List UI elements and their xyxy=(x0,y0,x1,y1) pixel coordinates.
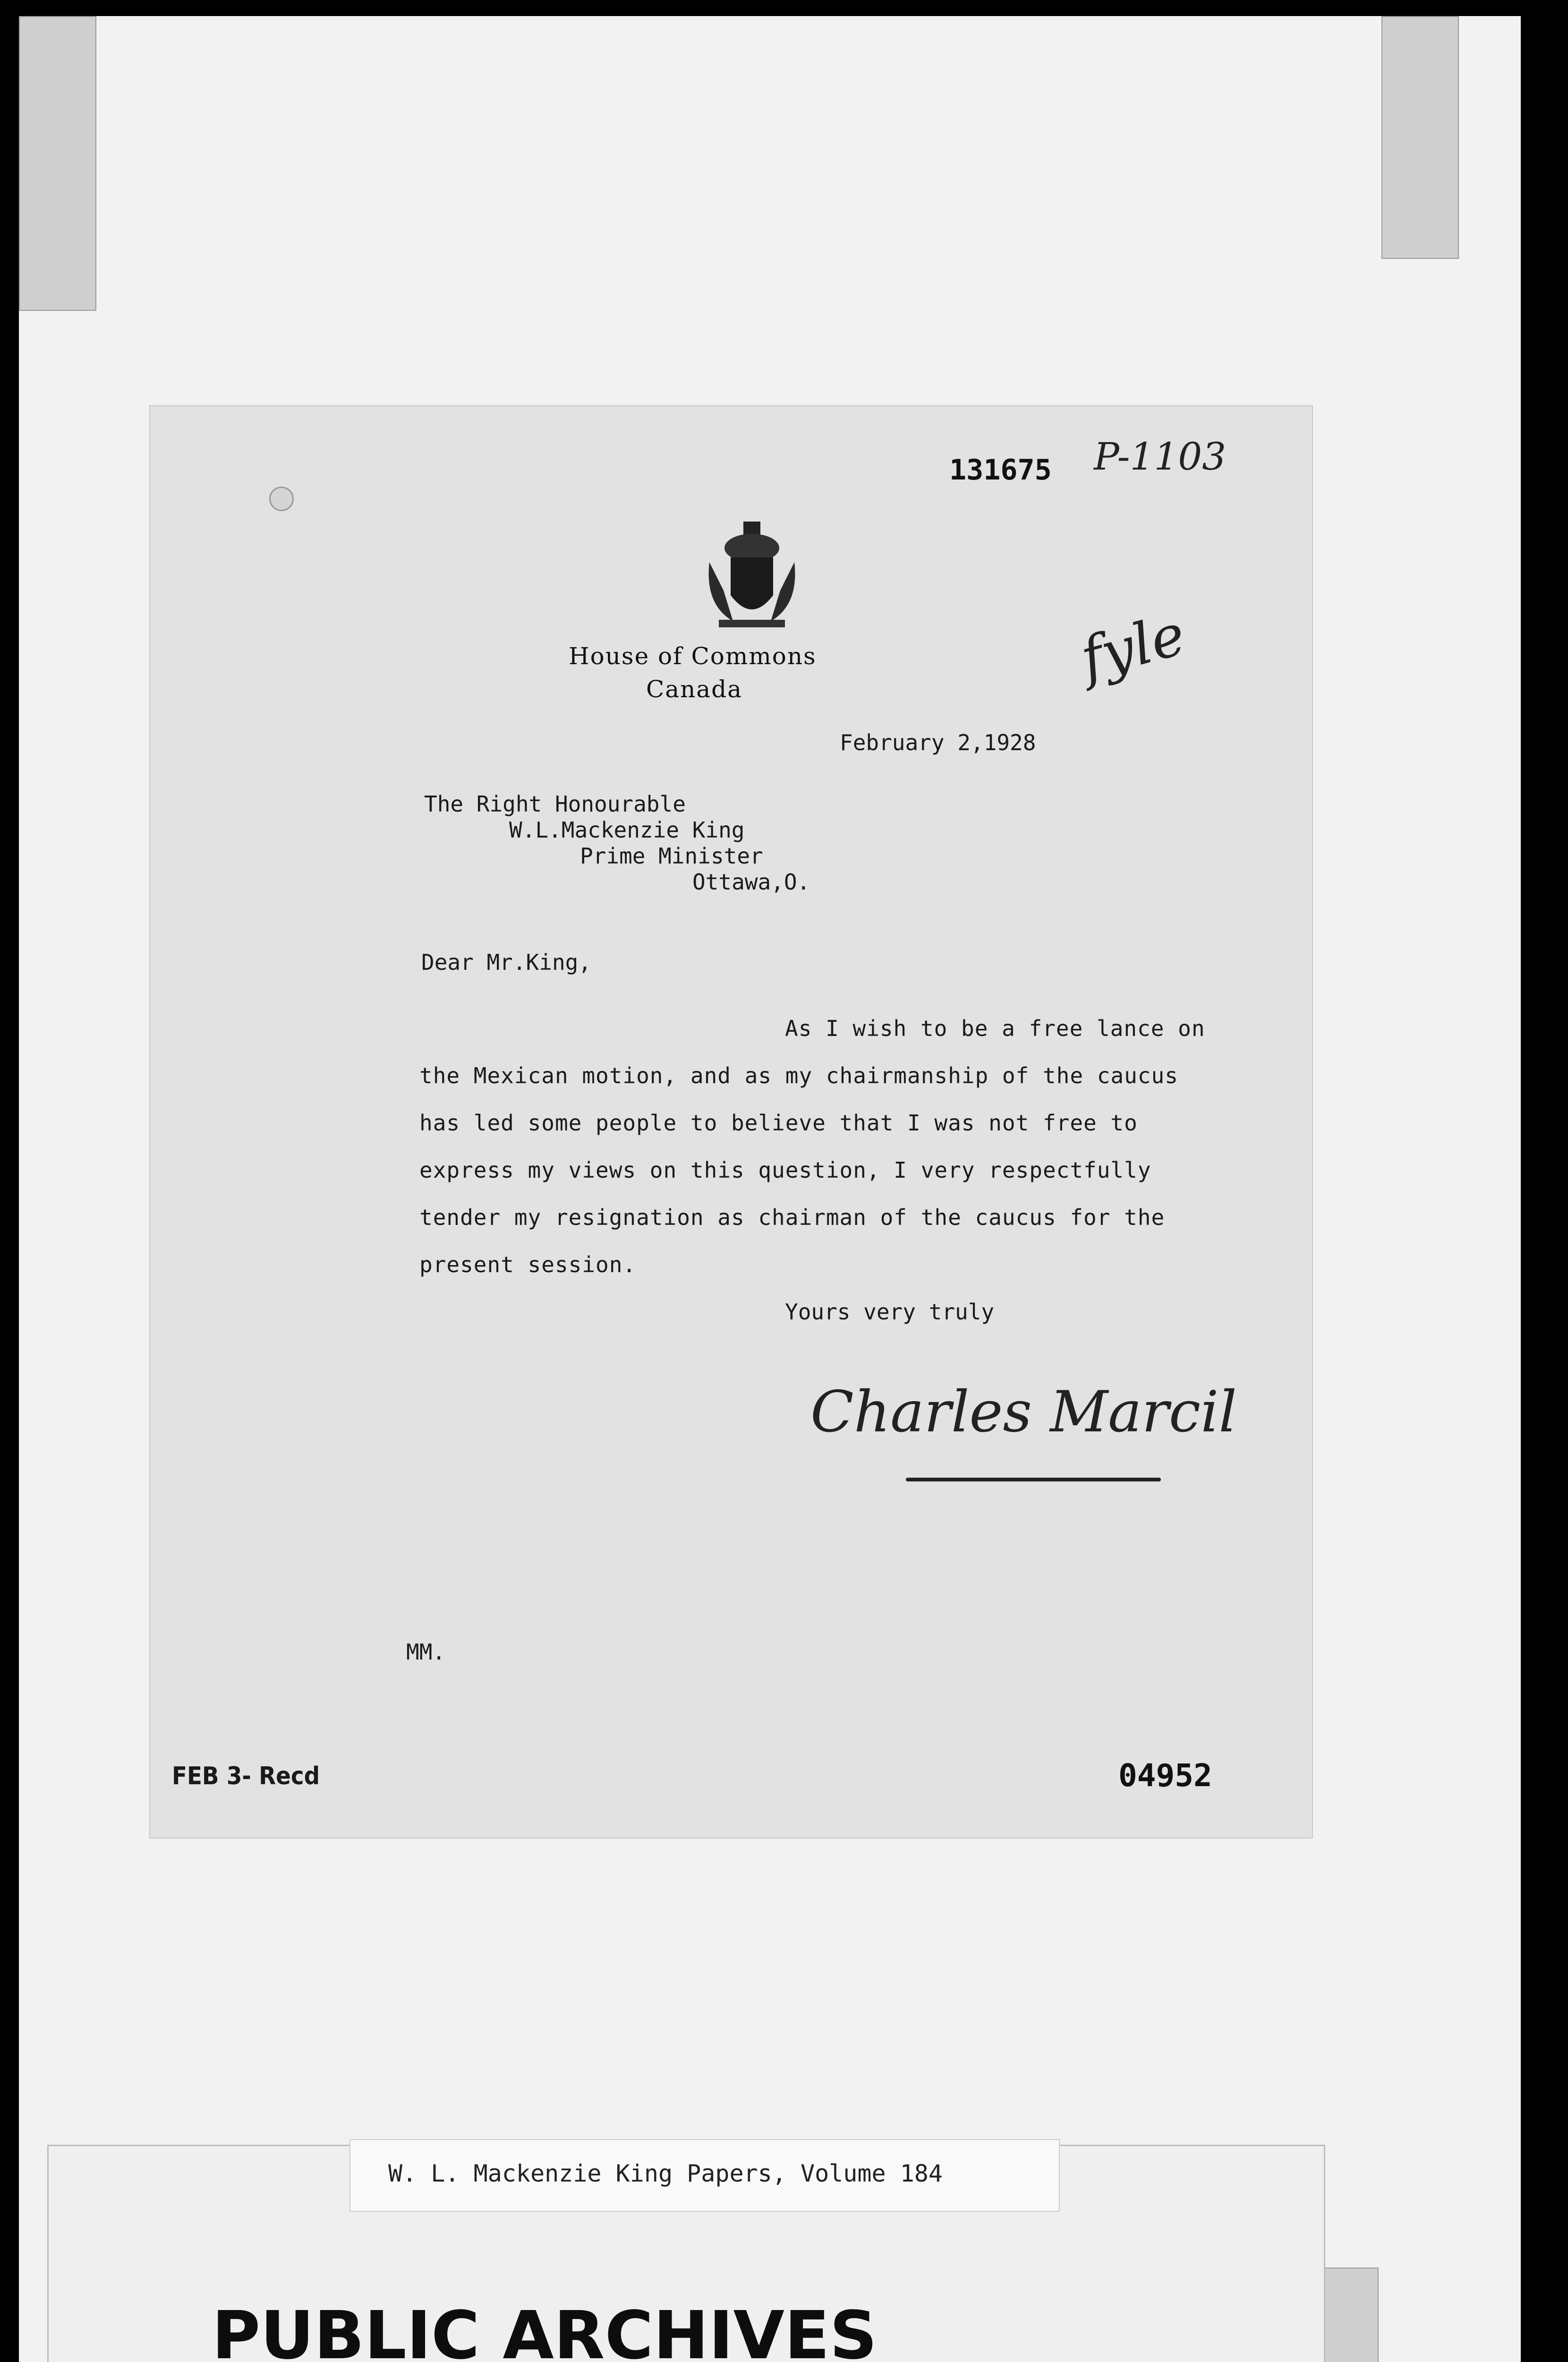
letter-date: February 2,1928 xyxy=(840,730,1036,755)
file-note: fyle xyxy=(1074,601,1192,693)
closing: Yours very truly xyxy=(785,1299,995,1325)
coat-of-arms-icon xyxy=(697,511,792,625)
received-stamp: FEB 3- Recd xyxy=(172,1762,320,1790)
body-line: As I wish to be a free lance on xyxy=(785,1016,1205,1041)
body-line: the Mexican motion, and as my chairmanship of the caucus xyxy=(419,1063,1178,1088)
signature-underline xyxy=(906,1478,1161,1481)
page-number: 04952 xyxy=(1118,1757,1212,1794)
series-label-strip xyxy=(349,2139,1060,2212)
recipient-line: The Right Honourable xyxy=(424,791,686,817)
institution-name: House of Commons xyxy=(569,642,817,670)
body-line: tender my resignation as chairman of the caucus for the xyxy=(419,1205,1165,1230)
reference-mark: P-1103 xyxy=(1094,435,1227,479)
letter-sheet xyxy=(150,406,1312,1838)
recipient-line: W.L.Mackenzie King xyxy=(509,817,745,843)
typist-initials: MM. xyxy=(406,1639,446,1665)
tape-strip-top-left xyxy=(19,16,96,311)
tape-strip-side-right xyxy=(1320,2268,1379,2362)
country-name: Canada xyxy=(646,676,742,703)
body-line: express my views on this question, I very respectfully xyxy=(419,1157,1151,1183)
punch-hole xyxy=(269,487,294,511)
signature: Charles Marcil xyxy=(810,1379,1237,1445)
recipient-line: Ottawa,O. xyxy=(692,869,810,895)
archive-line-english: PUBLIC ARCHIVES xyxy=(212,2297,878,2362)
recipient-line: Prime Minister xyxy=(580,843,763,869)
tape-strip-top-right xyxy=(1381,16,1459,259)
salutation: Dear Mr.King, xyxy=(421,950,592,975)
file-number: 131675 xyxy=(949,454,1052,487)
body-line: present session. xyxy=(419,1252,637,1277)
body-line: has led some people to believe that I was not free to xyxy=(419,1110,1138,1136)
series-label: W. L. Mackenzie King Papers, Volume 184 xyxy=(388,2160,943,2187)
